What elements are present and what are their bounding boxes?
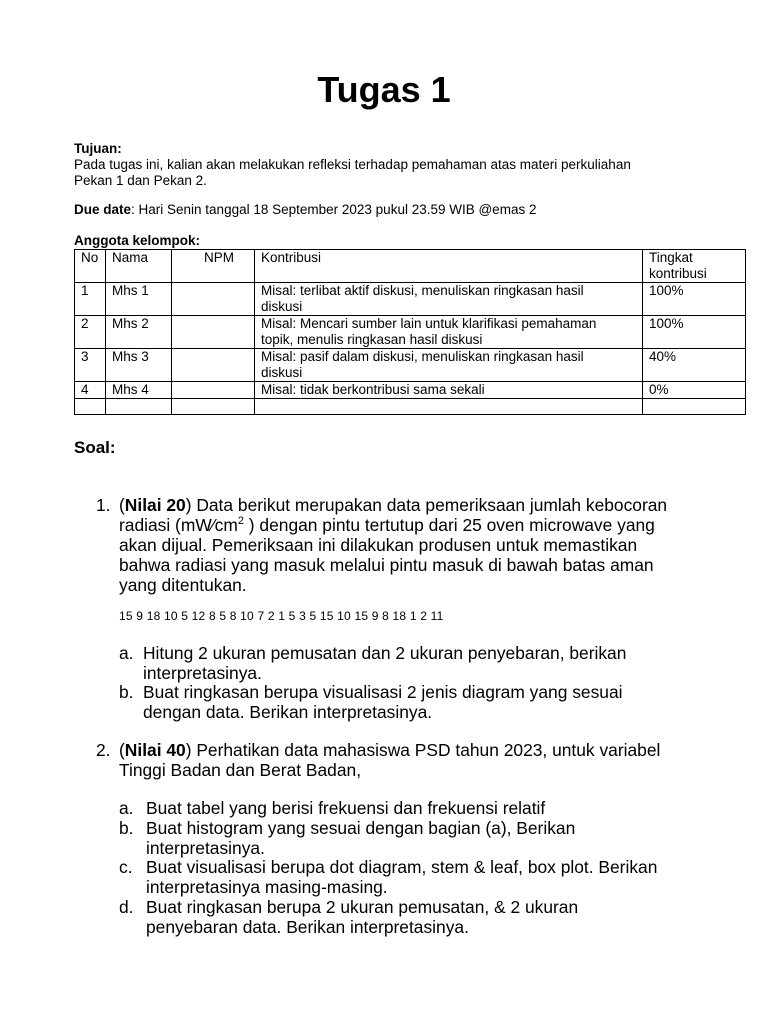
sub-label: d. xyxy=(119,897,134,917)
table-row xyxy=(75,316,746,349)
table-header-row xyxy=(75,250,746,283)
header-tingkat xyxy=(643,250,746,283)
question-2-line1 xyxy=(119,740,696,760)
question-1-line2 xyxy=(119,515,696,535)
question-1-line1-rest: ) Data berikut merupakan data pemeriksaan jumlah kebocoran xyxy=(185,495,668,515)
cell-kontribusi xyxy=(255,399,643,415)
sub-line2: dengan data. Berikan interpretasinya. xyxy=(143,702,433,722)
cell-kontribusi: Misal: tidak berkontribusi sama sekali xyxy=(255,382,643,399)
header-nama: Nama xyxy=(106,250,172,283)
cell-npm xyxy=(172,399,255,415)
due-date-label: Due date xyxy=(74,202,132,217)
page-title: Tugas 1 xyxy=(317,69,451,110)
question-2-sub-c xyxy=(119,857,699,897)
cell-kontribusi-line1: Misal: terlibat aktif diskusi, menuliskan ringkasan hasil xyxy=(261,283,584,298)
soal-heading: Soal: xyxy=(74,438,116,457)
sub-line2: penyebaran data. Berikan interpretasinya. xyxy=(146,917,469,937)
sub-line2: interpretasinya. xyxy=(146,838,265,858)
due-date-text: : Hari Senin tanggal 18 September 2023 pukul 23.59 WIB @emas 2 xyxy=(131,202,537,217)
header-kontribusi: Kontribusi xyxy=(255,250,643,283)
question-2 xyxy=(96,740,696,780)
sub-line2: interpretasinya. xyxy=(143,663,262,683)
question-1-line2-pre: radiasi (mW∕cm xyxy=(119,515,238,535)
question-1 xyxy=(96,495,696,595)
question-1-paren: ( xyxy=(119,495,125,515)
sub-line1: Buat ringkasan berupa 2 ukuran pemusatan, & 2 ukuran xyxy=(146,897,579,917)
sub-line1: Buat ringkasan berupa visualisasi 2 jenis diagram yang sesuai xyxy=(143,682,623,702)
cell-kontribusi-line2: diskusi xyxy=(261,299,303,314)
tujuan-label: Tujuan: xyxy=(74,141,122,156)
sub-label: a. xyxy=(119,798,134,818)
cell-npm xyxy=(172,349,255,382)
member-table xyxy=(74,249,746,415)
question-2-line1-rest: ) Perhatikan data mahasiswa PSD tahun 2023, untuk variabel xyxy=(185,740,661,760)
anggota-label: Anggota kelompok: xyxy=(74,233,201,248)
cell-tingkat: 100% xyxy=(643,283,746,316)
sub-label: c. xyxy=(119,857,133,877)
cell-kontribusi xyxy=(255,283,643,316)
tujuan-section xyxy=(74,141,714,189)
question-1-line5: yang ditentukan. xyxy=(119,575,247,595)
cell-tingkat: 40% xyxy=(643,349,746,382)
cell-nama xyxy=(106,399,172,415)
cell-no: 3 xyxy=(75,349,106,382)
cell-kontribusi xyxy=(255,316,643,349)
cell-tingkat: 0% xyxy=(643,382,746,399)
question-1-superscript: 2 xyxy=(237,515,244,528)
question-2-paren: ( xyxy=(119,740,125,760)
cell-nama: Mhs 4 xyxy=(106,382,172,399)
question-2-nilai: Nilai 40 xyxy=(124,740,186,760)
table-row xyxy=(75,283,746,316)
sub-label: a. xyxy=(119,643,134,663)
question-1-line2-post: ) dengan pintu tertutup dari 25 oven microwave yang xyxy=(243,515,655,535)
question-1-data: 15 9 18 10 5 12 8 5 8 10 7 2 1 5 3 5 15 10 15 9 8 18 1 2 11 xyxy=(119,609,444,623)
cell-npm xyxy=(172,283,255,316)
sub-line1: Buat tabel yang berisi frekuensi dan frekuensi relatif xyxy=(146,798,546,818)
question-1-nilai: Nilai 20 xyxy=(124,495,186,515)
question-1-line3: akan dijual. Pemeriksaan ini dilakukan produsen untuk memastikan xyxy=(119,535,638,555)
cell-no xyxy=(75,399,106,415)
question-2-sub-a xyxy=(119,798,699,818)
cell-nama: Mhs 2 xyxy=(106,316,172,349)
cell-no: 1 xyxy=(75,283,106,316)
sub-line1: Hitung 2 ukuran pemusatan dan 2 ukuran penyebaran, berikan xyxy=(143,643,627,663)
header-tingkat-line2: kontribusi xyxy=(649,266,707,281)
sub-line1: Buat visualisasi berupa dot diagram, stem & leaf, box plot. Berikan xyxy=(146,857,658,877)
cell-nama: Mhs 1 xyxy=(106,283,172,316)
tujuan-text-line2: Pekan 1 dan Pekan 2. xyxy=(74,173,207,188)
question-1-sub-b xyxy=(119,682,699,722)
header-tingkat-line1: Tingkat xyxy=(649,250,693,265)
header-no: No xyxy=(75,250,106,283)
cell-kontribusi-line1: Misal: pasif dalam diskusi, menuliskan ringkasan hasil xyxy=(261,349,584,364)
cell-no: 2 xyxy=(75,316,106,349)
question-2-number: 2. xyxy=(96,740,111,760)
cell-kontribusi-line2: diskusi xyxy=(261,365,303,380)
question-1-sub-a xyxy=(119,643,699,683)
due-date-line xyxy=(74,202,714,218)
cell-npm xyxy=(172,382,255,399)
cell-npm xyxy=(172,316,255,349)
question-1-line1 xyxy=(119,495,696,515)
question-1-line4: bahwa radiasi yang masuk melalui pintu masuk di bawah batas aman xyxy=(119,555,654,575)
cell-no: 4 xyxy=(75,382,106,399)
cell-kontribusi-line2: topik, menulis ringkasan hasil diskusi xyxy=(261,332,483,347)
table-row xyxy=(75,382,746,399)
table-row-empty xyxy=(75,399,746,415)
sub-line1: Buat histogram yang sesuai dengan bagian (a), Berikan xyxy=(146,818,576,838)
tujuan-text-line1: Pada tugas ini, kalian akan melakukan refleksi terhadap pemahaman atas materi perkuliahan xyxy=(74,157,631,172)
header-npm: NPM xyxy=(172,250,255,283)
table-row xyxy=(75,349,746,382)
cell-tingkat xyxy=(643,399,746,415)
question-2-line2: Tinggi Badan dan Berat Badan, xyxy=(119,760,362,780)
question-2-sub-b xyxy=(119,818,699,858)
question-1-number: 1. xyxy=(96,495,111,515)
sub-line2: interpretasinya masing-masing. xyxy=(146,877,388,897)
question-2-sub-d xyxy=(119,897,699,937)
sub-label: b. xyxy=(119,682,134,702)
cell-kontribusi xyxy=(255,349,643,382)
sub-label: b. xyxy=(119,818,134,838)
cell-nama: Mhs 3 xyxy=(106,349,172,382)
cell-kontribusi-line1: Misal: Mencari sumber lain untuk klarifikasi pemahaman xyxy=(261,316,597,331)
cell-tingkat: 100% xyxy=(643,316,746,349)
